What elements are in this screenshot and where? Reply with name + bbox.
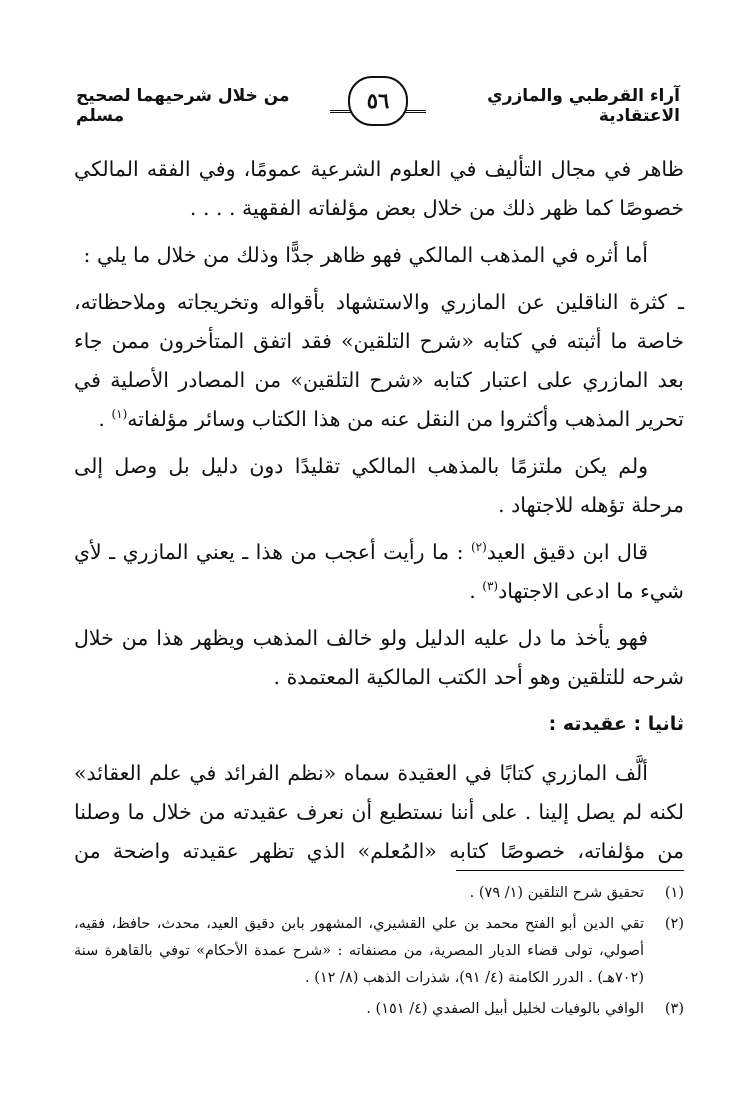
paragraph-3-end: . <box>98 407 112 431</box>
page-number: ٥٦ <box>348 76 408 126</box>
paragraph-5-text-a: قال ابن دقيق العيد <box>486 540 648 564</box>
footnote-text: تحقيق شرح التلقين (١/ ٧٩) . <box>469 885 644 901</box>
main-text <box>74 150 684 879</box>
running-header <box>72 72 684 132</box>
footnote-ref-1[interactable]: (١) <box>111 407 128 422</box>
footnote-item <box>74 911 684 992</box>
paragraph-4: ولم يكن ملتزمًا بالمذهب المالكي تقليدًا دون دليل بل وصل إلى مرحلة تؤهله للاجتهاد . <box>74 454 684 517</box>
paragraph-7: ألَّف المازري كتابًا في العقيدة سماه «نظم الفرائد في علم العقائد» لكنه لم يصل إلينا . على أننا نستطيع أن نعرف عقيدته من خلال ما وصلنا من مؤلفاته، خصوصًا كتابه «المُعلم» الذي تظهر عقيدته واضحة من <box>74 761 684 863</box>
paragraph-6: فهو يأخذ ما دل عليه الدليل ولو خالف المذهب ويظهر هذا من خلال شرحه للتلقين وهو أحد الكتب المالكية المعتمدة . <box>74 626 684 689</box>
footnote-number: (١) <box>664 885 684 901</box>
paragraph-5-end: . <box>469 579 483 603</box>
footnote-number: (٣) <box>664 1001 684 1017</box>
header-title-left: من خلال شرحيهما لصحيح مسلم <box>72 86 330 126</box>
footnote-text: تقي الدين أبو الفتح محمد بن علي القشيري، المشهور بابن دقيق العيد، محدث، حافظ، فقيه، أصولي، تولى قضاء الديار المصرية، من مصنفاته : «شرح عمدة الأحكام» توفي بالقاهرة سنة (٧٠٢هـ) . الدرر الكامنة (٤/ ٩١)، شذرات الذهب (٨/ ١٢) . <box>74 916 644 986</box>
footnote-number: (٢) <box>664 916 684 932</box>
paragraph-5-text-b: : ما رأيت أعجب من هذا ـ يعني المازري ـ لأي شيء ما ادعى الاجتهاد <box>74 540 684 603</box>
paragraph-1: ظاهر في مجال التأليف في العلوم الشرعية عمومًا، وفي الفقه المالكي خصوصًا كما ظهر ذلك من خلال بعض مؤلفاته الفقهية . . . . <box>74 157 684 220</box>
footnote-ref-3[interactable]: (٣) <box>482 579 499 594</box>
footnote-text: الوافي بالوفيات لخليل أبيل الصفدي (٤/ ١٥١) . <box>366 1001 644 1017</box>
paragraph-2: أما أثره في المذهب المالكي فهو ظاهر جدًّا وذلك من خلال ما يلي : <box>83 243 648 267</box>
footnote-separator <box>456 870 684 871</box>
footnote-item <box>74 880 684 907</box>
header-title-right: آراء القرطبي والمازري الاعتقادية <box>426 86 684 126</box>
paragraph-5 <box>74 533 684 611</box>
paragraph-3 <box>74 283 684 439</box>
paragraph-3-text: ـ كثرة الناقلين عن المازري والاستشهاد بأقواله وتخريجاته وملاحظاته، خاصة ما أثبته في كتابه «شرح التلقين» فقد اتفق المتأخرون ممن جاء بعد المازري على اعتبار كتابه «شرح التلقين» من المصادر الأصلية في تحرير المذهب وأكثروا من النقل عنه من هذا الكتاب وسائر مؤلفاته <box>74 290 684 431</box>
section-heading: ثانيا : عقيدته : <box>548 713 684 735</box>
footnotes <box>74 880 684 1027</box>
footnote-item <box>74 996 684 1023</box>
footnote-ref-2[interactable]: (٢) <box>470 540 487 555</box>
